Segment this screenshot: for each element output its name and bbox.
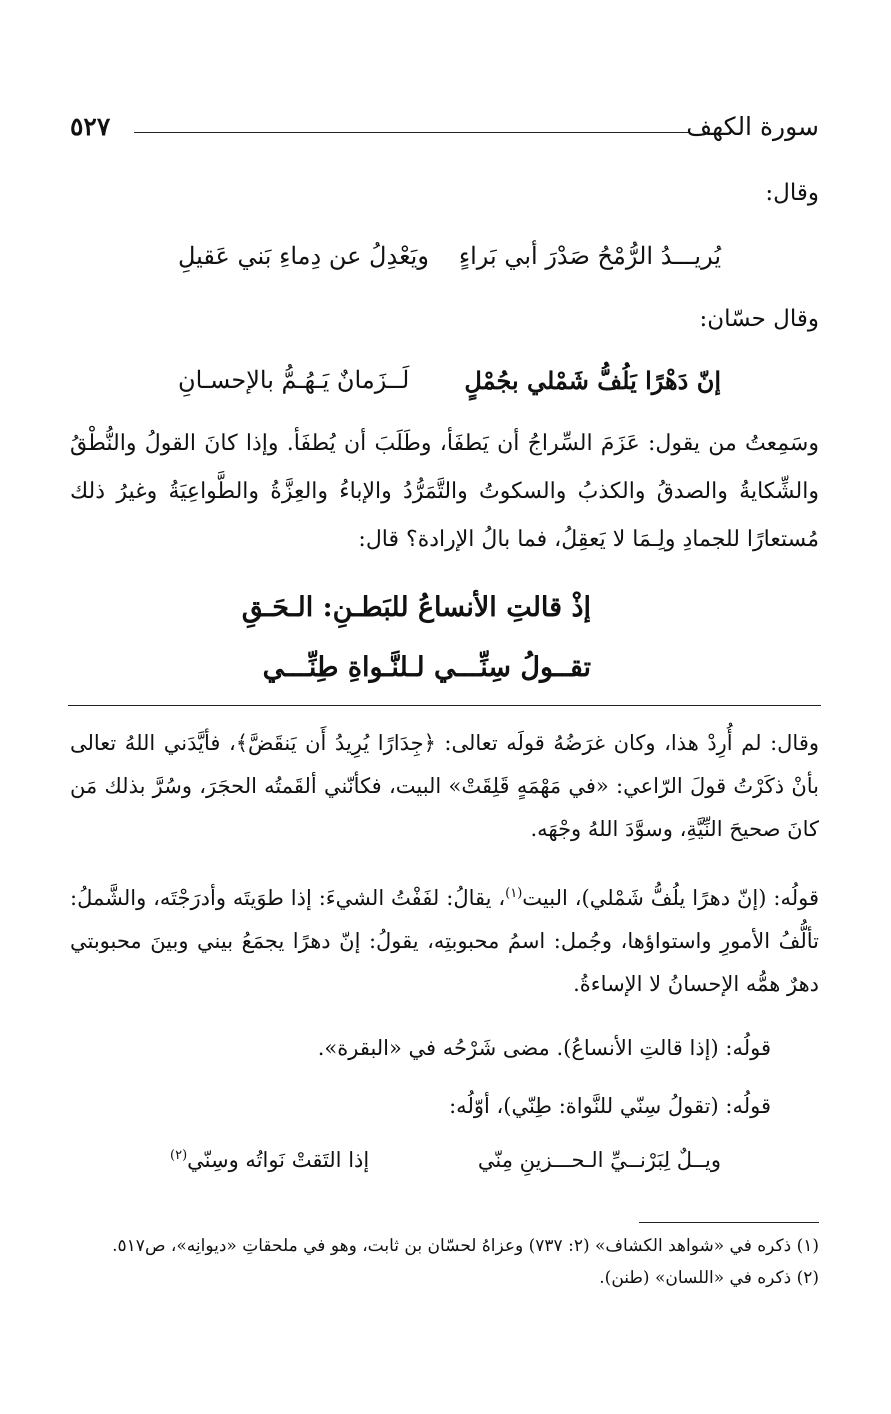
verse3-line1: إذْ قالتِ الأنساعُ للبَطـنِ: الـحَـقِ (241, 592, 591, 623)
intro-hassan: وقال حسّان: (699, 306, 819, 332)
footnote-ref-1: (١) (505, 886, 523, 901)
commentary-verse-left (170, 1148, 369, 1172)
footnote-rule (639, 1222, 819, 1223)
commentary-line3: قولُه: (إذا قالتِ الأنساعُ). مضى شَرْحُه في «البقرة». (317, 1036, 771, 1060)
commentary-para2 (70, 872, 819, 1006)
commentary-line4: قولُه: (تقولُ سِنّي للنَّواة: طِنّي)، أوّلُه: (449, 1094, 771, 1118)
intro-qala: وقال: (765, 180, 819, 206)
verse1-left-hemistich: ويَعْدِلُ عن دِماءِ بَني عَقيلِ (178, 242, 429, 270)
footnote-2: (٢) ذكره في «اللسان» (طنن). (599, 1268, 819, 1288)
verse2-left-hemistich: لَــزَمانٌ يَـهُـمُّ بالإحسـانِ (178, 366, 410, 394)
main-paragraph: وسَمِعتُ من يقول: عَزَمَ السِّراجُ أن يَطفَأ، وطَلَبَ أن يُطفَأ. وإذا كانَ القولُ والنُّطْقُ والشِّكايةُ والصدقُ والكذبُ والسكوتُ والتَّمَرُّدُ والإباءُ والعِزَّةُ والطَّواعِيَةُ وغيرُ ذلك مُستعارًا للجمادِ ولِـمَا لا يَعقِلُ، فما بالُ الإرادة؟ قال: (70, 431, 819, 552)
verse2-right-hemistich: إنّ دَهْرًا يَلُفُّ شَمْلي بجُمْلٍ (464, 366, 721, 395)
surah-title: سورة الكهف (686, 112, 819, 141)
footnote-1: (١) ذكره في «شواهد الكشاف» (٢: ٧٣٧) وعزاهُ لحسّان بن ثابت، وهو في ملحقاتِ «ديوانِه»، ص٥١٧. (112, 1236, 819, 1256)
page-number: ٥٢٧ (70, 112, 111, 141)
commentary-para2-start: قولُه: (إنّ دهرًا يلُفُّ شَمْلي)، البيت (522, 886, 819, 910)
running-header (70, 112, 819, 152)
commentary-para1: وقال: لم أُرِدْ هذا، وكان غرَضُهُ قولَه تعالى: ﴿جِدَارًا يُرِيدُ أَن يَنقَضَّ﴾، فأيَّدَني اللهُ تعالى بأنْ ذكَرْتُ قولَ الرّاعي: «في مَهْمَهٍ قَلِقَتْ» البيت، فكأنّني ألقَمتُه الحجَرَ، وسُرَّ بذلك مَن كانَ صحيحَ النِّيَّةِ، وسوَّدَ اللهُ وجْهَه. (70, 731, 819, 841)
commentary-verse-left-text: إذا التَقتْ نَواتُه وسِنّي (187, 1148, 370, 1172)
footnote-ref-2: (٢) (170, 1148, 188, 1163)
verse3-line2: تقــولُ سِنِّـــي لـلنَّـواةِ طِنِّـــي (262, 652, 591, 683)
verse1-right-hemistich: يُريـــدُ الرُّمْحُ صَدْرَ أبي بَراءٍ (458, 242, 721, 270)
header-rule (134, 132, 689, 133)
section-divider (68, 705, 821, 706)
commentary-verse-right: ويــلٌ لِبَرْنــيِّ الـحـــزينِ مِنّي (477, 1148, 721, 1172)
commentary-para2-rest: ، يقالُ: لفَفْتُ الشيءَ: إذا طوَيتَه وأدرَجْتَه، والشَّملُ: تألُّفُ الأمورِ واستواؤها، وجُمل: اسمُ محبوبتِه، يقولُ: إنّ دهرًا يجمَعُ بيني وبينَ محبوبتي دهرٌ همُّه الإحسانُ لا الإساءةُ. (70, 886, 819, 996)
